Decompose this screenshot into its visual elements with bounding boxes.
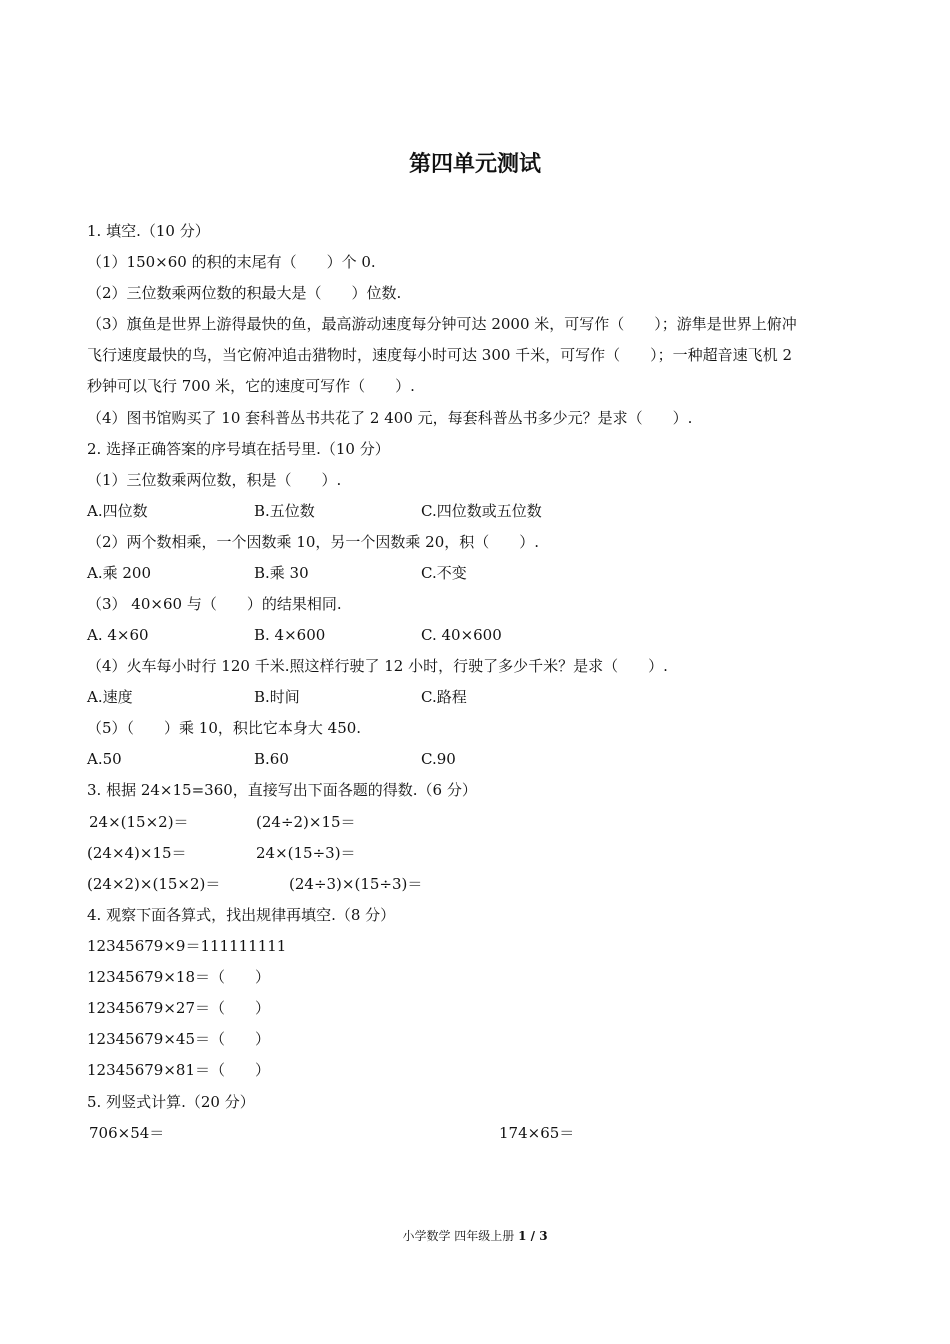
option-b: B.五位数 — [254, 502, 315, 520]
q3-expr: 24×(15÷3)＝ — [256, 844, 356, 862]
footer-subject: 小学数学 四年级上册 — [402, 1229, 515, 1243]
q1-part-3-line-3: 秒钟可以飞行 700 米，它的速度可写作（ ）. — [87, 377, 415, 395]
option-b: B.时间 — [254, 688, 300, 706]
q1-part-3-line-1: （3）旗鱼是世界上游得最快的鱼，最高游动速度每分钟可达 2000 米，可写作（ ）；游隼是世界上俯冲 — [87, 315, 797, 333]
q4-line: 12345679×18＝（ ） — [87, 968, 271, 986]
page-footer — [0, 1228, 950, 1244]
q1-part-1: （1）150×60 的积的末尾有（ ）个 0. — [87, 253, 376, 271]
q1-part-2: （2）三位数乘两位数的积最大是（ ）位数. — [87, 284, 402, 302]
q2-item-5-stem: （5）（ ）乘 10，积比它本身大 450. — [87, 719, 362, 737]
option-a: A.四位数 — [87, 502, 148, 520]
page-number: 1 / 3 — [518, 1229, 548, 1243]
option-c: C.路程 — [421, 688, 467, 706]
q3-expr: (24÷2)×15＝ — [256, 813, 356, 831]
option-c: C.四位数或五位数 — [421, 502, 542, 520]
q4-line: 12345679×81＝（ ） — [87, 1061, 271, 1079]
q4-heading: 4. 观察下面各算式，找出规律再填空.（8 分） — [87, 906, 396, 924]
q3-heading: 3. 根据 24×15=360，直接写出下面各题的得数.（6 分） — [87, 781, 477, 799]
option-b: B. 4×600 — [254, 626, 326, 644]
q2-item-4-stem: （4）火车每小时行 120 千米.照这样行驶了 12 小时，行驶了多少千米？是求（ ）. — [87, 657, 668, 675]
option-c: C.90 — [421, 750, 456, 768]
page-title: 第四单元测试 — [408, 152, 541, 177]
option-c: C.不变 — [421, 564, 467, 582]
q4-line: 12345679×9＝111111111 — [87, 937, 287, 955]
q1-heading: 1. 填空.（10 分） — [87, 222, 210, 240]
q2-item-3-stem: （3） 40×60 与（ ）的结果相同. — [87, 595, 342, 613]
option-b: B.60 — [254, 750, 289, 768]
q2-item-2-stem: （2）两个数相乘，一个因数乘 10，另一个因数乘 20，积（ ）. — [87, 533, 540, 551]
option-a: A.50 — [87, 750, 122, 768]
q3-expr: (24×2)×(15×2)＝ — [87, 875, 221, 893]
q2-heading: 2. 选择正确答案的序号填在括号里.（10 分） — [87, 440, 390, 458]
q2-item-1-stem: （1）三位数乘两位数，积是（ ）. — [87, 471, 342, 489]
option-b: B.乘 30 — [254, 564, 309, 582]
q5-expr: 706×54＝ — [89, 1124, 165, 1142]
q4-line: 12345679×45＝（ ） — [87, 1030, 271, 1048]
q3-expr: (24÷3)×(15÷3)＝ — [289, 875, 423, 893]
q1-part-3-line-2: 飞行速度最快的鸟，当它俯冲追击猎物时，速度每小时可达 300 千米，可写作（ ）；一种超音速飞机 2 — [87, 346, 792, 364]
q3-expr: (24×4)×15＝ — [87, 844, 187, 862]
option-a: A. 4×60 — [87, 626, 149, 644]
q4-line: 12345679×27＝（ ） — [87, 999, 271, 1017]
q1-part-4: （4）图书馆购买了 10 套科普丛书共花了 2 400 元，每套科普丛书多少元？是求（ ）. — [87, 409, 693, 427]
q5-expr: 174×65＝ — [499, 1124, 575, 1142]
q3-expr: 24×(15×2)＝ — [89, 813, 189, 831]
option-c: C. 40×600 — [421, 626, 502, 644]
q5-heading: 5. 列竖式计算.（20 分） — [87, 1093, 255, 1111]
option-a: A.乘 200 — [87, 564, 151, 582]
option-a: A.速度 — [87, 688, 133, 706]
